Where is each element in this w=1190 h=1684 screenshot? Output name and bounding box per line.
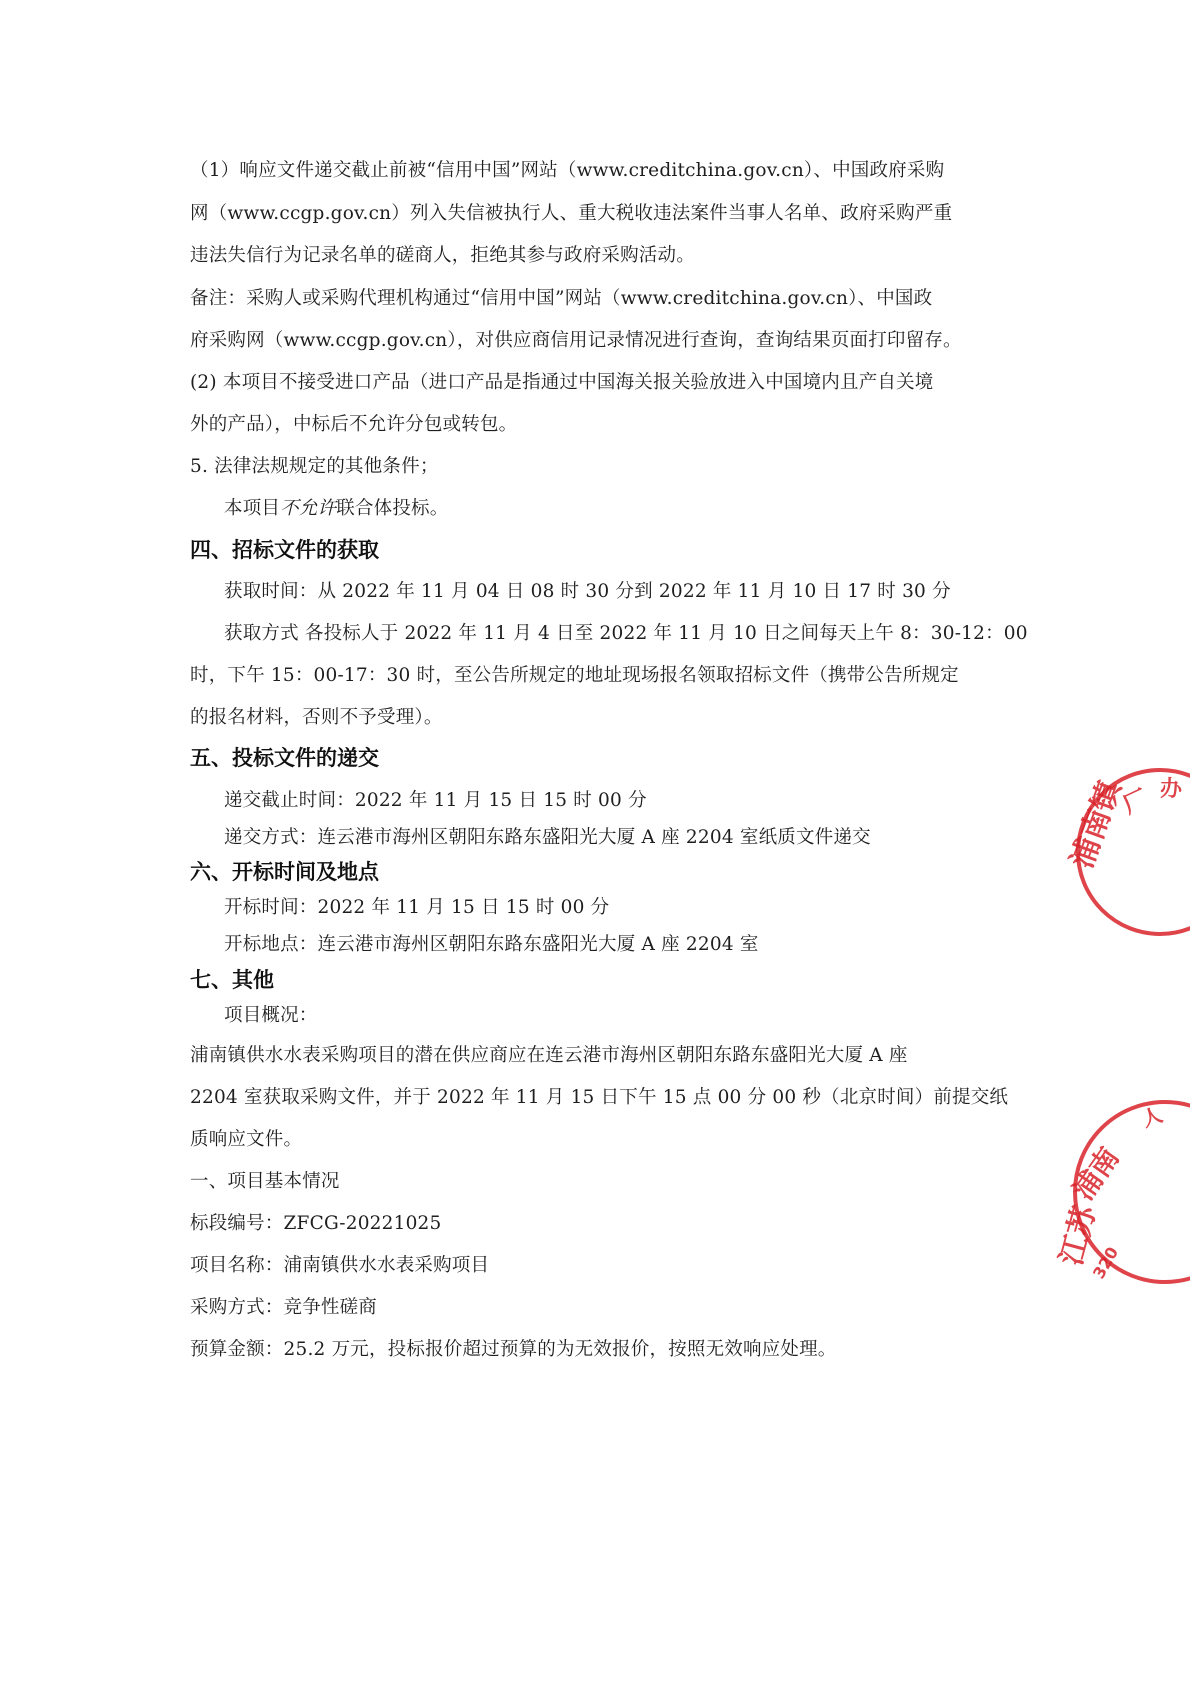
- seal-stamp-icon: [1050, 1092, 1190, 1292]
- bid-number: 标段编号：ZFCG-20221025: [190, 1213, 442, 1234]
- note-line-1: 备注：采购人或采购代理机构通过“信用中国”网站（www.creditchina.gov.cn）、中国政: [190, 288, 933, 309]
- project-name: 项目名称：浦南镇供水水表采购项目: [190, 1255, 490, 1276]
- budget: 预算金额：25.2 万元，投标报价超过预算的为无效报价，按照无效响应处理。: [190, 1339, 837, 1360]
- svg-text:浦南: 浦南: [1066, 1141, 1126, 1207]
- overview-line-3: 质响应文件。: [190, 1129, 303, 1150]
- open-time: 开标时间：2022 年 11 月 15 日 15 时 00 分: [224, 897, 610, 918]
- overview-line-2: 2204 室获取采购文件，并于 2022 年 11 月 15 日下午 15 点 00 分 00 秒（北京时间）前提交纸: [190, 1087, 1009, 1108]
- requirement-1-line-3: 违法失信行为记录名单的磋商人，拒绝其参与政府采购活动。: [190, 245, 695, 266]
- consortium-prefix: 本项目: [224, 498, 281, 519]
- section-5-heading: 五、投标文件的递交: [190, 746, 379, 770]
- get-method-line-3: 的报名材料，否则不予受理）。: [190, 707, 443, 728]
- section-7-heading: 七、其他: [190, 968, 274, 992]
- requirement-1-line-1: （1）响应文件递交截止前被“信用中国”网站（www.creditchina.gov.cn）、中国政府采购: [190, 160, 945, 181]
- svg-text:浦南镇: 浦南镇: [1064, 776, 1129, 873]
- submit-deadline: 递交截止时间：2022 年 11 月 15 日 15 时 00 分: [224, 790, 647, 811]
- overview-label: 项目概况：: [224, 1005, 318, 1026]
- get-method-line-2: 时，下午 15：00-17：30 时，至公告所规定的地址现场报名领取招标文件（携带公告所规定: [190, 665, 959, 686]
- official-seal-top: [1050, 762, 1190, 942]
- get-time: 获取时间：从 2022 年 11 月 04 日 08 时 30 分到 2022 年 11 月 10 日 17 时 30 分: [224, 581, 951, 602]
- svg-text:人: 人: [1138, 1102, 1166, 1132]
- requirement-1-line-2: 网（www.ccgp.gov.cn）列入失信被执行人、重大税收违法案件当事人名单、政府采购严重: [190, 203, 953, 224]
- svg-text:厂: 厂: [1118, 783, 1153, 820]
- consortium-suffix: 联合体投标。: [336, 498, 449, 519]
- basic-info-heading: 一、项目基本情况: [190, 1171, 340, 1192]
- overview-line-1: 浦南镇供水水表采购项目的潜在供应商应在连云港市海州区朝阳东路东盛阳光大厦 A 座: [190, 1045, 908, 1066]
- consortium-line: [224, 496, 448, 522]
- svg-text:办: 办: [1160, 777, 1183, 802]
- section-6-heading: 六、开标时间及地点: [190, 860, 379, 884]
- requirement-2-line-2: 外的产品），中标后不允许分包或转包。: [190, 414, 518, 435]
- svg-text:320: 320: [1089, 1243, 1123, 1282]
- open-place: 开标地点：连云港市海州区朝阳东路东盛阳光大厦 A 座 2204 室: [224, 934, 759, 955]
- section-4-heading: 四、招标文件的获取: [190, 538, 379, 562]
- purchase-method: 采购方式：竞争性磋商: [190, 1297, 378, 1318]
- get-method-line-1: 获取方式 各投标人于 2022 年 11 月 4 日至 2022 年 11 月 10 日之间每天上午 8：30-12：00: [224, 623, 1028, 644]
- official-seal-bottom: [1050, 1092, 1190, 1292]
- requirement-2-line-1: (2) 本项目不接受进口产品（进口产品是指通过中国海关报关验放进入中国境内且产自关境: [190, 372, 934, 393]
- consortium-italic: 不允许: [280, 498, 337, 519]
- note-line-2: 府采购网（www.ccgp.gov.cn），对供应商信用记录情况进行查询，查询结果页面打印留存。: [190, 330, 962, 351]
- submit-method: 递交方式：连云港市海州区朝阳东路东盛阳光大厦 A 座 2204 室纸质文件递交: [224, 827, 871, 848]
- seal-stamp-icon: [1050, 762, 1190, 942]
- item-5: 5. 法律法规规定的其他条件；: [190, 456, 439, 477]
- svg-text:江苏: 江苏: [1053, 1202, 1104, 1270]
